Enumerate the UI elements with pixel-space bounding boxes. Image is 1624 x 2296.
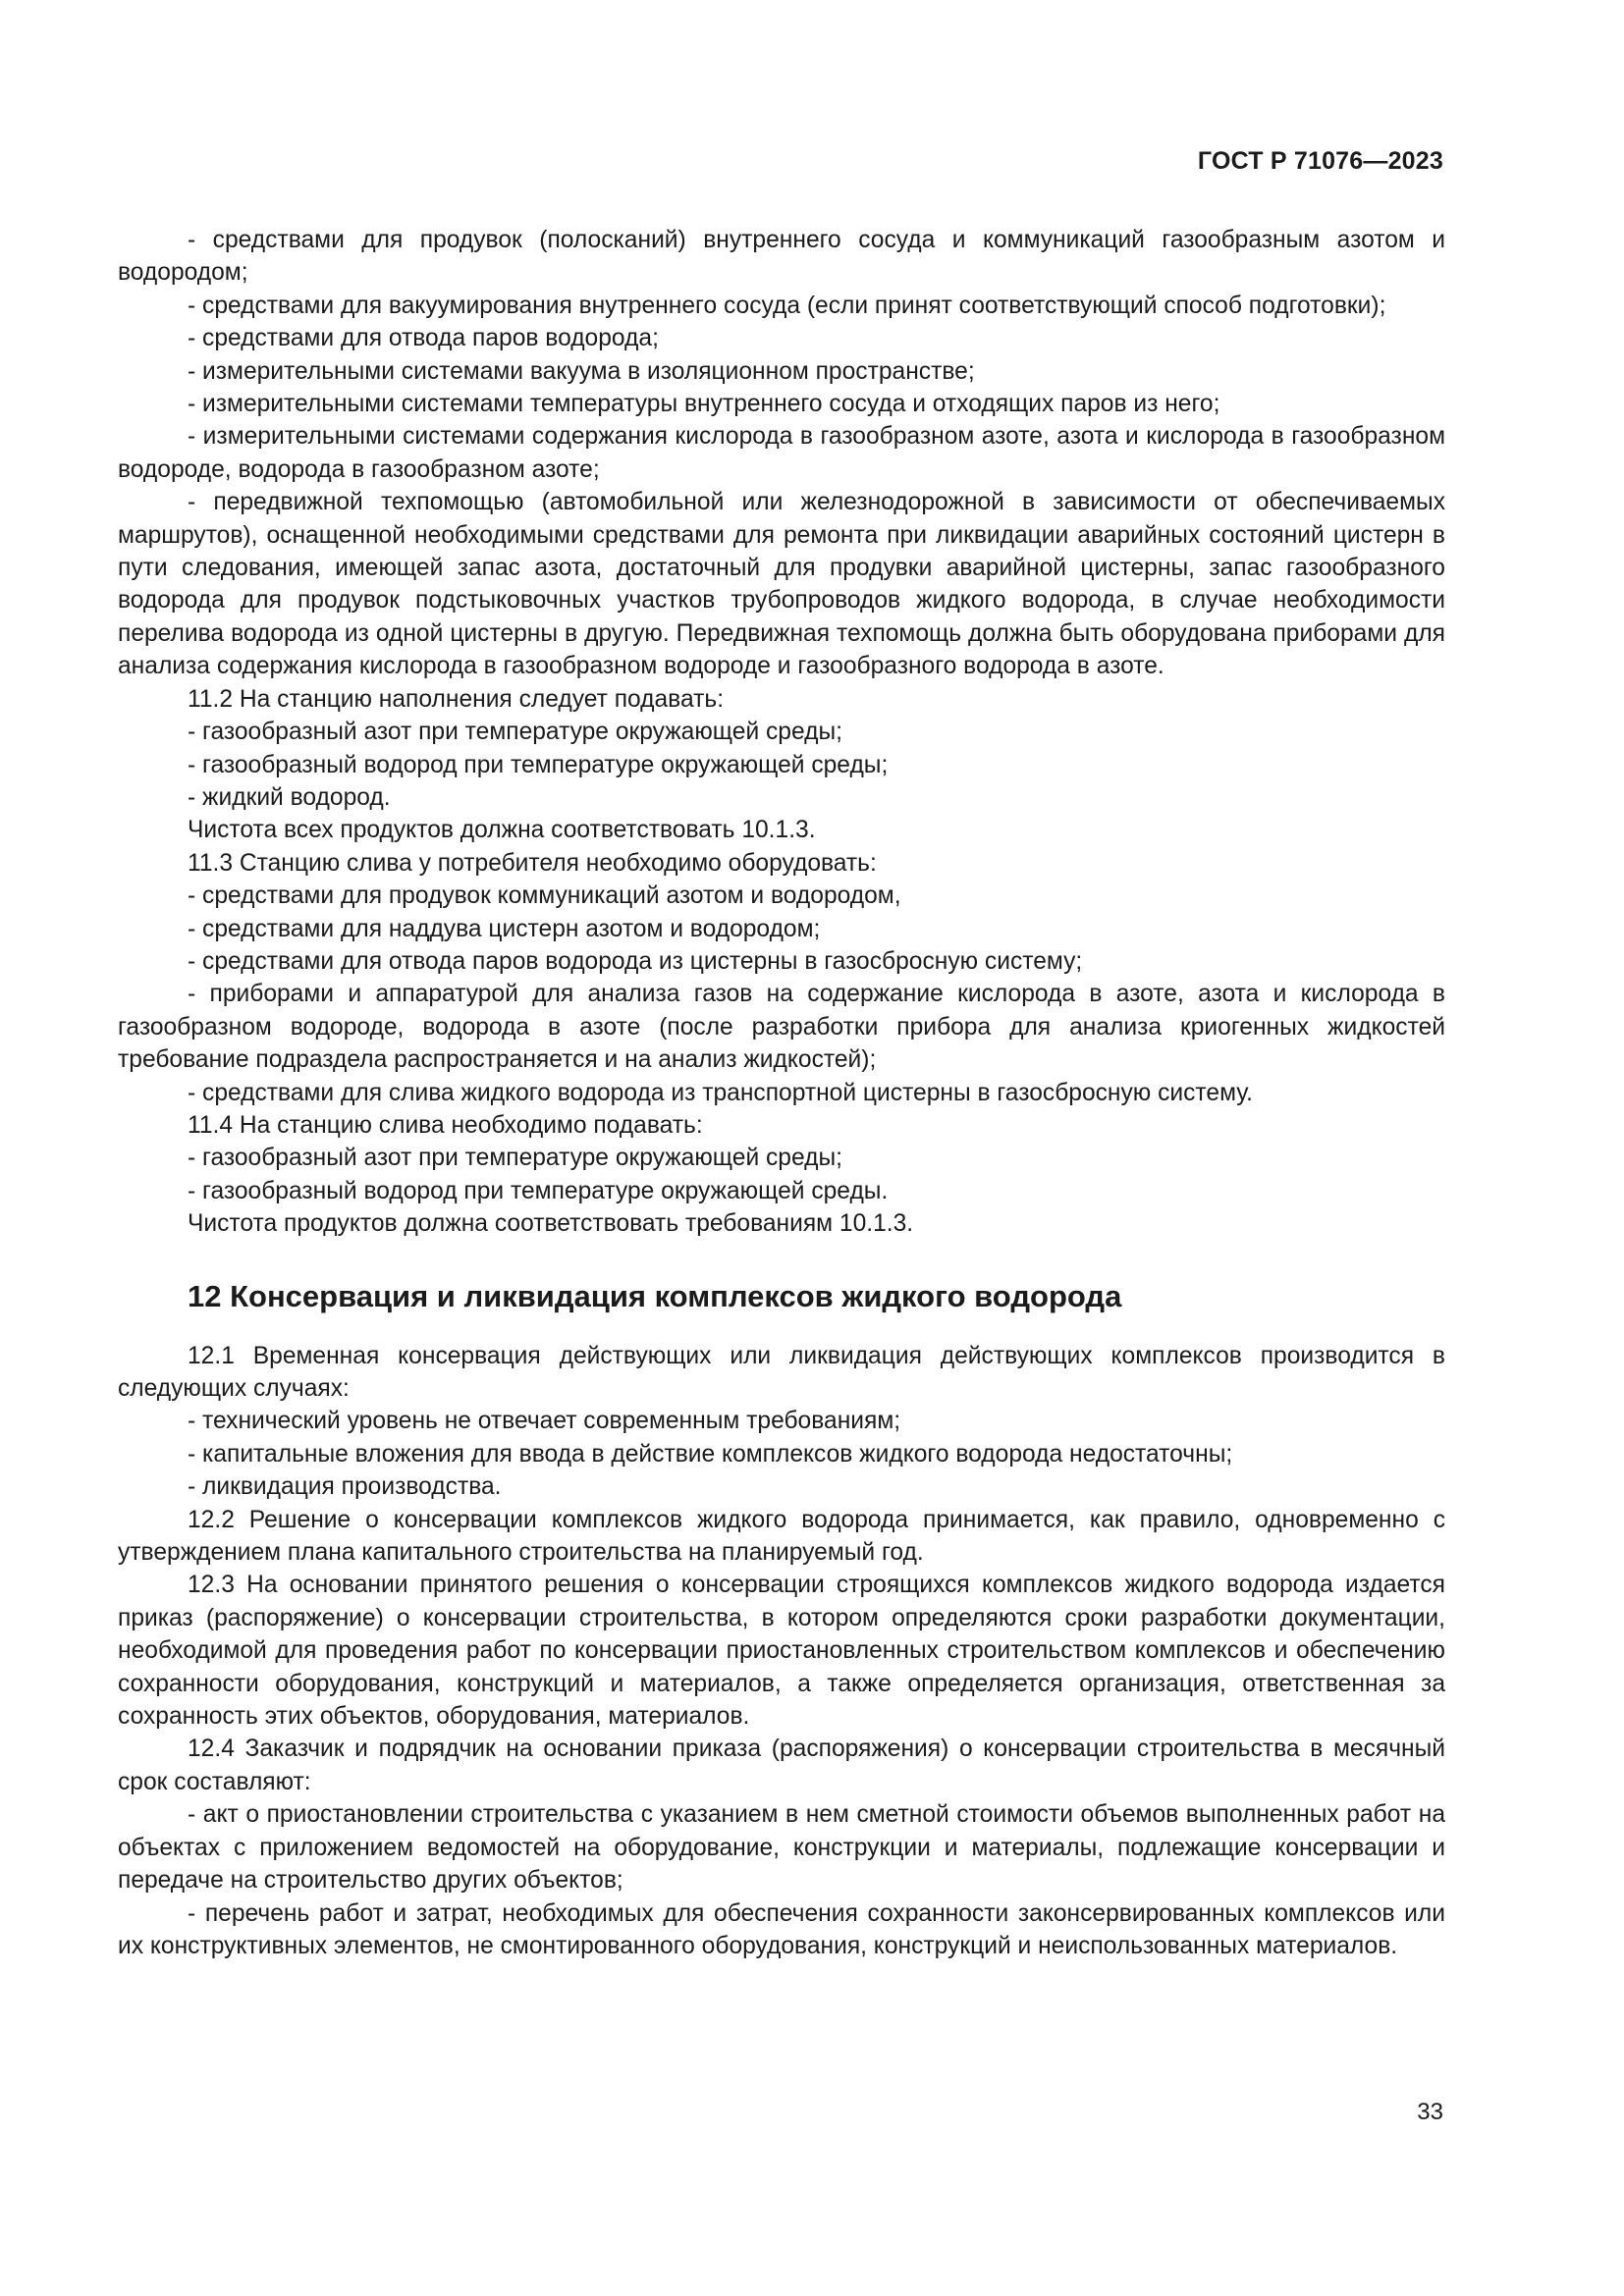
list-item: - средствами для отвода паров водорода; [188,325,659,352]
document-standard-id: ГОСТ Р 71076—2023 [1197,147,1443,175]
list-item: - средствами для наддува цистерн азотом и водородом; [188,915,821,942]
clause-11-2: 11.2 На станцию наполнения следует подавать: [188,685,725,713]
list-item: - газообразный водород при температуре окружающей среды; [188,751,889,778]
paragraph: Чистота всех продуктов должна соответствовать 10.1.3. [188,817,816,844]
list-item: - измерительными системами температуры внутреннего сосуда и отходящих паров из него; [188,391,1220,418]
list-item: - технический уровень не отвечает современным требованиям; [188,1408,901,1435]
paragraph: - измерительными системами содержания кислорода в газообразном азоте, азота и кислорода в газообразном водороде, водорода в газообразном азоте; [118,423,1445,483]
list-item: - газообразный азот при температуре окружающей среды; [188,1145,842,1172]
clause-12-4: 12.4 Заказчик и подрядчик на основании приказа (распоряжения) о консервации строительства в месячный срок составляют: [118,1735,1445,1795]
document-body [118,224,1445,1962]
page-number: 33 [1417,2099,1443,2125]
paragraph: - приборами и аппаратурой для анализа газов на содержание кислорода в азоте, азота и кислорода в газообразном водороде, водорода в азоте (после разработки прибора для анализа криогенных жидкостей требование подраздела распространяется и на анализ жидкостей); [118,981,1445,1074]
list-item: - газообразный водород при температуре окружающей среды. [188,1177,889,1204]
list-item: - газообразный азот при температуре окружающей среды; [188,719,842,746]
clause-11-4: 11.4 На станцию слива необходимо подавать: [188,1111,703,1139]
clause-12-3: 12.3 На основании принятого решения о консервации строящихся комплексов жидкого водорода издается приказ (распоряжение) о консервации строительства, в котором определяются сроки разработки документации, необходимой для проведения работ по консервации приостановленных строительством комплексов и обеспечению сохранности оборудования, конструкций и материалов, а также определяется организация, ответственная за сохранность этих объектов, оборудования, материалов. [118,1572,1445,1731]
paragraph: - средствами для вакуумирования внутреннего сосуда (если принят соответствующий способ подготовки); [188,292,1386,319]
list-item: - средствами для слива жидкого водорода из транспортной цистерны в газосбросную систему. [188,1079,1253,1106]
clause-11-3: 11.3 Станцию слива у потребителя необходимо оборудовать: [188,849,877,877]
clause-12-1: 12.1 Временная консервация действующих или ликвидация действующих комплексов производится в следующих случаях: [118,1342,1445,1402]
list-item: - ликвидация производства. [188,1473,502,1501]
list-item: - измерительными системами вакуума в изоляционном пространстве; [188,357,975,385]
paragraph: - акт о приостановлении строительства с указанием в нем сметной стоимости объемов выполненных работ на объектах с приложением ведомостей на оборудование, конструкции и материалы, подлежащие консервации и передаче на строительство других объектов; [118,1801,1445,1895]
paragraph: - передвижной техпомощью (автомобильной или железнодорожной в зависимости от обеспечиваемых маршрутов), оснащенной необходимыми средствами для ремонта при ликвидации аварийных состояний цистерн в пути следования, имеющей запас азота, достаточный для продувки аварийной цистерны, запас газообразного водорода для продувок подстыковочных участков трубопроводов жидкого водорода, в случае необходимости перелива водорода из одной цистерны в другую. Передвижная техпомощь должна быть оборудована приборами для анализа содержания кислорода в газообразном водороде и газообразного водорода в азоте. [118,489,1445,680]
list-item: - жидкий водород. [188,783,391,811]
paragraph: - перечень работ и затрат, необходимых для обеспечения сохранности законсервированных комплексов или их конструктивных элементов, не смонтированного оборудования, конструкций и неиспользованных материалов. [118,1899,1445,1959]
list-item: - средствами для отвода паров водорода из цистерны в газосбросную систему; [188,947,1083,975]
paragraph: - средствами для продувок (полосканий) внутреннего сосуда и коммуникаций газообразным азотом и водородом; [118,227,1445,287]
list-item: - капитальные вложения для ввода в действие комплексов жидкого водорода недостаточны; [188,1440,1233,1468]
list-item: - средствами для продувок коммуникаций азотом и водородом, [188,882,901,910]
clause-12-2: 12.2 Решение о консервации комплексов жидкого водорода принимается, как правило, одновременно с утверждением плана капитального строительства на планируемый год. [118,1506,1445,1567]
section-heading: 12 Консервация и ликвидация комплексов жидкого водорода [188,1278,1122,1313]
paragraph: Чистота продуктов должна соответствовать требованиям 10.1.3. [188,1210,914,1238]
